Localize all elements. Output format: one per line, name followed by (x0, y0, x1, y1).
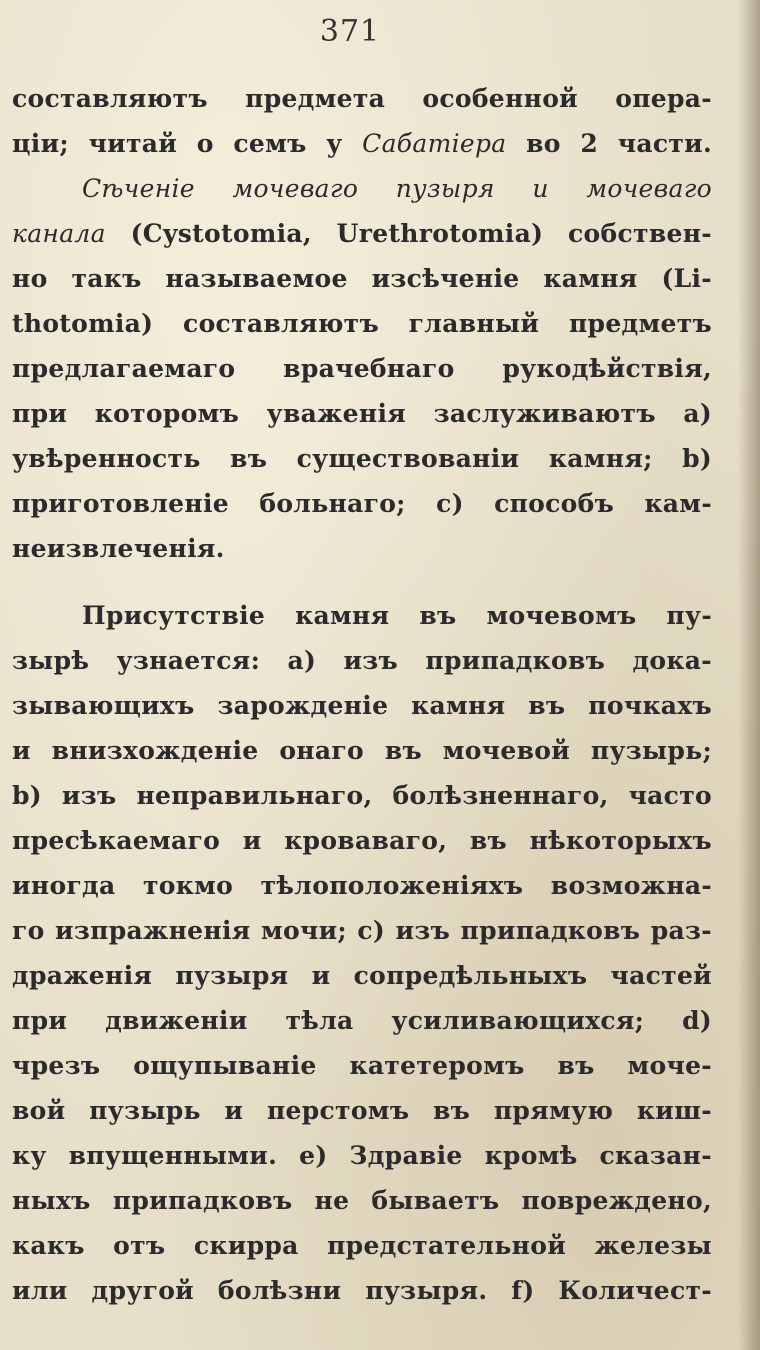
text-word: моче- (627, 1051, 712, 1080)
text-word: читай (88, 129, 178, 158)
text-word: рукодѣйствія, (502, 354, 712, 383)
text-line (12, 1133, 712, 1178)
text-word: въ (469, 826, 507, 855)
page-number: 371 (319, 14, 381, 49)
text-word: болѣзненнаго, (392, 781, 609, 810)
text-word: (Li- (661, 264, 712, 293)
text-word: перстомъ (266, 1096, 410, 1125)
text-word: чрезъ (12, 1051, 101, 1080)
text-word: Сѣченіе (82, 174, 195, 203)
text-word: е) (299, 1141, 328, 1170)
text-word: пузыря (175, 961, 289, 990)
text-word: кам- (644, 489, 712, 518)
text-word: изъ (343, 646, 399, 675)
text-word: въ (230, 444, 268, 473)
text-word: изъ (61, 781, 117, 810)
text-word: предмета (245, 84, 386, 113)
text-word: возможна- (550, 871, 712, 900)
text-word: 2 (580, 129, 599, 158)
text-word: f) (511, 1276, 535, 1305)
text-word: повреждено, (521, 1186, 712, 1215)
text-word: b) (12, 781, 42, 810)
text-word: мочеваго (232, 174, 359, 203)
text-word: припадковъ (460, 916, 641, 945)
text-word: мочеваго (586, 174, 712, 203)
text-word: и (532, 174, 549, 203)
text-line (12, 728, 712, 773)
text-line (12, 166, 712, 211)
text-word: скирра (193, 1231, 299, 1260)
text-word: какъ (12, 1231, 85, 1260)
text-word: при (12, 1006, 68, 1035)
text-line (12, 773, 712, 818)
text-word: а) (287, 646, 317, 675)
text-word: неправильнаго, (136, 781, 373, 810)
text-word: Сабатіера (362, 129, 507, 158)
text-word: движеніи (105, 1006, 248, 1035)
text-word: въ (419, 601, 457, 630)
text-word: припадковъ (112, 1186, 293, 1215)
text-word: ощупываніе (133, 1051, 317, 1080)
body-text (12, 76, 712, 1313)
text-word: кромѣ (484, 1141, 578, 1170)
text-word: нѣкоторыхъ (529, 826, 712, 855)
text-word: камня (543, 264, 638, 293)
text-word: тѣла (285, 1006, 354, 1035)
text-word: с) (357, 916, 386, 945)
text-word: камня (411, 691, 506, 720)
text-word: Urethrotomia) (336, 219, 544, 248)
text-word: изъ (395, 916, 451, 945)
text-line (12, 683, 712, 728)
text-word: врачебнаго (283, 354, 455, 383)
text-word: b) (682, 444, 712, 473)
text-word: о (196, 129, 214, 158)
text-word: киш- (636, 1096, 712, 1125)
text-word: и (12, 736, 31, 765)
text-word: уваженія (266, 399, 407, 428)
text-line (12, 391, 712, 436)
text-word: мочевой (442, 736, 571, 765)
text-word: вой (12, 1096, 66, 1125)
text-word: зывающихъ (12, 691, 195, 720)
text-word: иногда (12, 871, 116, 900)
text-word: ныхъ (12, 1186, 91, 1215)
text-word: зырѣ (12, 646, 90, 675)
text-word: у (326, 129, 343, 158)
text-word: приготовленіе (12, 489, 229, 518)
text-word: бываетъ (371, 1186, 500, 1215)
text-word: внизхожденіе (51, 736, 259, 765)
text-word: и (311, 961, 331, 990)
text-word: въ (557, 1051, 595, 1080)
text-word: драженія (12, 961, 153, 990)
text-line (12, 526, 712, 571)
text-word: го (12, 916, 45, 945)
text-word: пузыря. (365, 1276, 488, 1305)
text-word: Присутствіе (82, 601, 266, 630)
text-word: не (314, 1186, 350, 1215)
text-word: почкахъ (588, 691, 712, 720)
text-word: усиливающихся; (391, 1006, 645, 1035)
text-word: во (526, 129, 561, 158)
text-word: изпражненія (55, 916, 251, 945)
text-word: дока- (632, 646, 712, 675)
text-word: (Cystotomia, (130, 219, 312, 248)
text-word: железы (594, 1231, 712, 1260)
page-edge-shadow (738, 0, 760, 1350)
text-line (12, 1043, 712, 1088)
text-word: с) (436, 489, 464, 518)
text-word: опера- (615, 84, 712, 113)
text-line (12, 301, 712, 346)
text-segment: неизвлеченія. (12, 534, 225, 563)
text-word: сопредѣльныхъ (353, 961, 588, 990)
text-word: тѣлоположеніяхъ (260, 871, 524, 900)
text-word: пресѣкаемаго (12, 826, 221, 855)
text-word: thotomia) (12, 309, 154, 338)
text-word: способъ (494, 489, 615, 518)
text-word: существованіи (296, 444, 520, 473)
text-word: мочи; (260, 916, 347, 945)
text-word: припадковъ (425, 646, 606, 675)
text-word: камня; (548, 444, 653, 473)
text-line (12, 908, 712, 953)
text-word: раз- (650, 916, 712, 945)
text-word: особенной (422, 84, 579, 113)
text-word: а) (683, 399, 712, 428)
text-word: называемое (165, 264, 348, 293)
text-line (12, 256, 712, 301)
text-line (12, 953, 712, 998)
text-word: пузырь; (590, 736, 712, 765)
text-word: катетеромъ (349, 1051, 525, 1080)
text-word: ку (12, 1141, 47, 1170)
text-line (12, 1268, 712, 1313)
text-word: зарожденіе (217, 691, 389, 720)
text-word: такъ (71, 264, 142, 293)
text-line (12, 818, 712, 863)
text-line (12, 76, 712, 121)
text-word: предлагаемаго (12, 354, 236, 383)
text-line (12, 436, 712, 481)
text-word: пузырь (89, 1096, 201, 1125)
text-word: пу- (666, 601, 712, 630)
text-word: d) (682, 1006, 712, 1035)
text-line (12, 638, 712, 683)
text-word: болѣзни (217, 1276, 342, 1305)
text-word: увѣренность (12, 444, 201, 473)
text-word: частей (610, 961, 712, 990)
text-word: изсѣченіе (371, 264, 520, 293)
text-word: Здравіе (349, 1141, 463, 1170)
text-word: сказан- (599, 1141, 712, 1170)
text-word: другой (91, 1276, 195, 1305)
text-word: ціи; (12, 129, 69, 158)
text-word: камня (295, 601, 390, 630)
text-word: и (224, 1096, 244, 1125)
text-word: составляютъ (12, 84, 208, 113)
text-line (12, 1088, 712, 1133)
text-line (12, 481, 712, 526)
text-word: узнается: (116, 646, 261, 675)
text-word: въ (432, 1096, 471, 1125)
text-line (12, 1223, 712, 1268)
text-word: предметъ (568, 309, 712, 338)
text-word: семъ (233, 129, 307, 158)
paragraph-gap (12, 571, 712, 593)
text-word: отъ (113, 1231, 166, 1260)
text-word: главный (408, 309, 540, 338)
text-word: предстательной (327, 1231, 567, 1260)
text-word: прямую (493, 1096, 614, 1125)
text-word: кроваваго, (284, 826, 448, 855)
text-word: при (12, 399, 68, 428)
text-line (12, 998, 712, 1043)
text-line (12, 863, 712, 908)
text-word: и (242, 826, 262, 855)
text-word: заслуживаютъ (433, 399, 656, 428)
text-word: но (12, 264, 48, 293)
text-word: часто (628, 781, 712, 810)
text-word: собствен- (568, 219, 712, 248)
text-line (12, 1178, 712, 1223)
text-line (12, 211, 712, 256)
text-word: токмо (143, 871, 234, 900)
text-word: которомъ (94, 399, 240, 428)
text-word: впущенными. (68, 1141, 278, 1170)
text-word: онаго (279, 736, 364, 765)
text-word: составляютъ (183, 309, 379, 338)
text-word: части. (617, 129, 712, 158)
text-word: въ (384, 736, 422, 765)
text-word: пузыря (395, 174, 495, 203)
text-line (12, 121, 712, 166)
text-line (12, 593, 712, 638)
text-word: или (12, 1276, 68, 1305)
text-word: больнаго; (259, 489, 406, 518)
text-word: въ (528, 691, 566, 720)
text-word: канала (12, 219, 106, 248)
text-line (12, 346, 712, 391)
text-word: Количест- (558, 1276, 712, 1305)
text-word: мочевомъ (486, 601, 637, 630)
